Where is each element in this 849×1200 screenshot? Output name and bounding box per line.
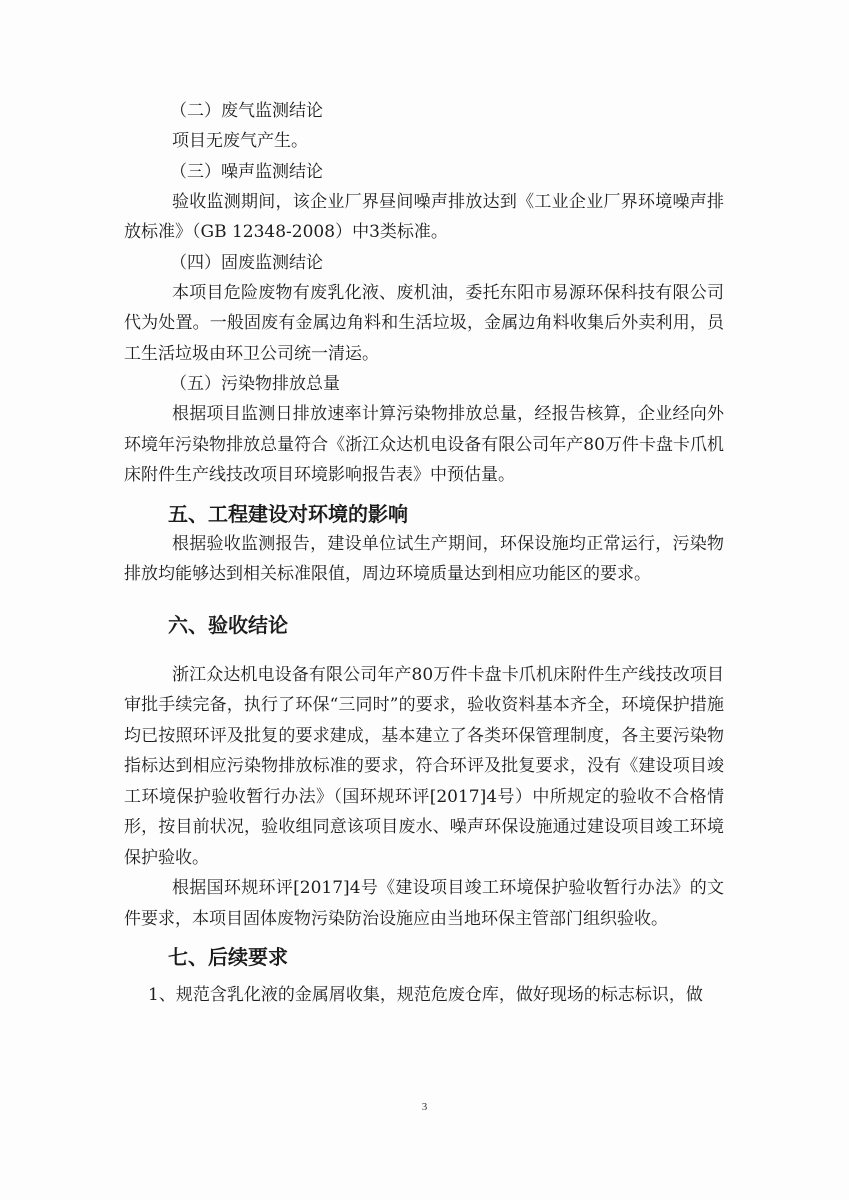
impact-heading: 五、工程建设对环境的影响 [168, 501, 408, 526]
noise-heading: （三）噪声监测结论 [170, 161, 323, 182]
solid-waste-heading: （四）固废监测结论 [170, 252, 323, 273]
solid-waste-body: 本项目危险废物有废乳化液、废机油，委托东阳市易源环保科技有限公司代为处置。一般固废有金属边角料和生活垃圾，金属边角料收集后外卖利用，员工生活垃圾由环卫公司统一清运。 [124, 282, 724, 364]
page-content [124, 96, 724, 1011]
conclusion-body-2: 根据国环规环评[2017]4号《建设项目竣工环境保护验收暂行办法》的文件要求，本项目固体废物污染防治设施应由当地环保主管部门组织验收。 [124, 878, 724, 929]
conclusion-heading: 六、验收结论 [168, 612, 288, 637]
spacer [124, 491, 724, 499]
followup-heading: 七、后续要求 [168, 945, 288, 969]
gas-body: 项目无废气产生。 [172, 131, 308, 151]
conclusion-body-1: 浙江众达机电设备有限公司年产80万件卡盘卡爪机床附件生产线技改项目审批手续完备，执行了环保“三同时”的要求，验收资料基本齐全，环境保护措施均已按照环评及批复的要求建成，基本建立了各类环保管理制度，各主要污染物指标达到相应污染物排放标准的要求，符合环评及批复要求，没有《建设项目竣工环境保护验收暂行办法》（国环规环评[2017]4号）中所规定的验收不合格情形，按目前状况，验收组同意该项目废水、噪声环保设施通过建设项目竣工环境保护验收。 [124, 664, 724, 868]
impact-body: 根据验收监测报告，建设单位试生产期间，环保设施均正常运行，污染物排放均能够达到相关标准限值，周边环境质量达到相应功能区的要求。 [124, 533, 724, 584]
page-number: 3 [421, 1101, 428, 1113]
noise-body: 验收监测期间，该企业厂界昼间噪声排放达到《工业企业厂界环境噪声排放标准》（GB 12348-2008）中3类标准。 [124, 191, 724, 242]
followup-item-1: 1、规范含乳化液的金属屑收集，规范危废仓库，做好现场的标志标识，做 [148, 985, 703, 1005]
total-emission-body: 根据项目监测日排放速率计算污染物排放总量，经报告核算，企业经向外环境年污染物排放总量符合《浙江众达机电设备有限公司年产80万件卡盘卡爪机床附件生产线技改项目环境影响报告表》中预估量。 [124, 404, 724, 485]
gas-heading: （二）废气监测结论 [170, 101, 323, 121]
spacer [124, 972, 724, 980]
total-emission-heading: （五）污染物排放总量 [170, 374, 340, 394]
spacer [124, 934, 724, 942]
spacer [124, 590, 724, 610]
spacer [124, 640, 724, 660]
